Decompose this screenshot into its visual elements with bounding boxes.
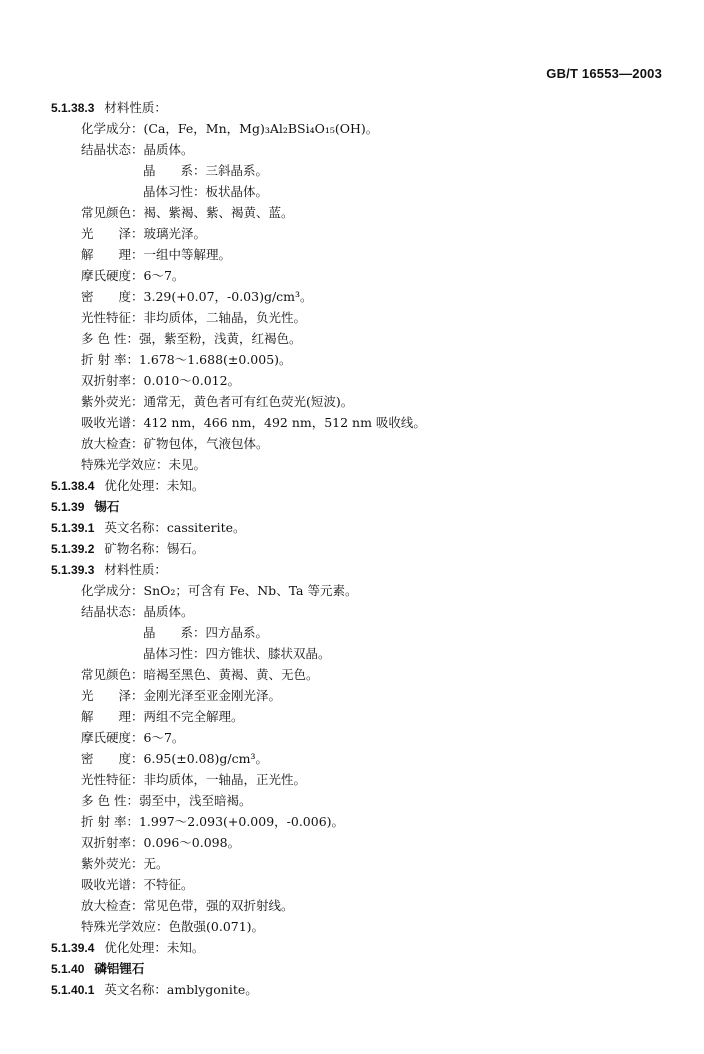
property-value: 常见色带，强的双折射线。 <box>143 898 294 913</box>
property-label: 密 度： <box>81 289 144 304</box>
section-number: 5.1.39.4 <box>51 941 95 955</box>
property-line <box>81 812 344 832</box>
property-line <box>81 581 357 601</box>
section-number: 5.1.39 <box>51 500 85 514</box>
property-line <box>143 623 268 643</box>
property-line <box>81 350 292 370</box>
property-line <box>81 833 240 853</box>
property-label: 光 泽： <box>81 226 144 241</box>
property-label: 吸收光谱： <box>81 415 144 430</box>
property-value: 不特征。 <box>143 877 194 892</box>
property-line <box>81 707 244 727</box>
section-value: cassiterite。 <box>166 520 246 535</box>
property-line <box>81 245 231 265</box>
section-number: 5.1.38.4 <box>51 479 95 493</box>
property-value: 0.096～0.098。 <box>143 835 241 850</box>
property-label: 化学成分： <box>81 121 144 136</box>
standard-code: GB/T 16553—2003 <box>546 66 662 81</box>
section-heading <box>51 560 167 580</box>
property-value: 晶质体。 <box>143 604 194 619</box>
section-heading <box>51 497 119 517</box>
property-line <box>81 770 306 790</box>
property-value: 强，紫至粉，浅黄，红褐色。 <box>138 331 302 346</box>
section-title: 锡石 <box>94 499 120 514</box>
property-value: 色散强(0.071)。 <box>168 919 265 934</box>
property-label: 常见颜色： <box>81 667 144 682</box>
property-label: 折 射 率： <box>81 814 139 829</box>
property-line <box>81 686 281 706</box>
property-line <box>81 434 269 454</box>
property-label: 特殊光学效应： <box>81 919 169 934</box>
property-line <box>143 161 268 181</box>
property-line <box>81 392 353 412</box>
property-value: (Ca，Fe，Mn，Mg)₃Al₂BSi₄O₁₅(OH)。 <box>143 121 379 136</box>
section-heading <box>51 98 167 118</box>
section-number: 5.1.40 <box>51 962 85 976</box>
property-label: 结晶状态： <box>81 604 144 619</box>
section-heading <box>51 938 204 958</box>
property-line <box>81 455 206 475</box>
property-value: 板状晶体。 <box>205 184 269 199</box>
property-line <box>143 644 331 664</box>
section-value: amblygonite。 <box>166 982 258 997</box>
property-value: 3.29(+0.07，-0.03)g/cm³。 <box>143 289 313 304</box>
property-label: 结晶状态： <box>81 142 144 157</box>
property-value: 1.678～1.688(±0.005)。 <box>138 352 292 367</box>
section-value: 锡石。 <box>166 541 205 556</box>
property-label: 解 理： <box>81 709 144 724</box>
property-label: 晶体习性： <box>143 184 206 199</box>
property-label: 化学成分： <box>81 583 144 598</box>
property-value: 四方锥状、膝状双晶。 <box>205 646 331 661</box>
section-number: 5.1.38.3 <box>51 101 95 115</box>
property-value: 0.010～0.012。 <box>143 373 241 388</box>
property-value: SnO₂；可含有 Fe、Nb、Ta 等元素。 <box>143 583 358 598</box>
section-title: 英文名称： <box>104 982 167 997</box>
property-value: 褐、紫褐、紫、褐黄、蓝。 <box>143 205 294 220</box>
property-line <box>81 203 294 223</box>
property-line <box>81 371 240 391</box>
property-value: 三斜晶系。 <box>205 163 269 178</box>
property-line <box>81 119 378 139</box>
property-label: 放大检查： <box>81 436 144 451</box>
section-title: 英文名称： <box>104 520 167 535</box>
property-line <box>81 224 206 244</box>
property-label: 双折射率： <box>81 835 144 850</box>
property-label: 晶体习性： <box>143 646 206 661</box>
property-line <box>81 875 194 895</box>
property-value: 6～7。 <box>143 730 185 745</box>
section-number: 5.1.39.3 <box>51 563 95 577</box>
property-label: 特殊光学效应： <box>81 457 169 472</box>
property-label: 光 泽： <box>81 688 144 703</box>
section-heading <box>51 980 258 1000</box>
property-line <box>81 749 268 769</box>
property-label: 密 度： <box>81 751 144 766</box>
property-line <box>81 896 294 916</box>
property-line <box>81 917 264 937</box>
section-value: 未知。 <box>166 478 205 493</box>
property-label: 解 理： <box>81 247 144 262</box>
section-number: 5.1.39.1 <box>51 521 95 535</box>
property-line <box>81 413 426 433</box>
property-value: 一组中等解理。 <box>143 247 232 262</box>
property-line <box>81 665 319 685</box>
section-title: 材料性质： <box>104 562 167 577</box>
section-heading <box>51 539 204 559</box>
section-number: 5.1.40.1 <box>51 983 95 997</box>
property-label: 摩氏硬度： <box>81 268 144 283</box>
property-value: 无。 <box>143 856 169 871</box>
property-label: 吸收光谱： <box>81 877 144 892</box>
property-line <box>81 329 301 349</box>
property-line <box>81 287 313 307</box>
section-value: 未知。 <box>166 940 205 955</box>
property-line <box>81 266 184 286</box>
property-label: 光性特征： <box>81 772 144 787</box>
property-value: 通常无，黄色者可有红色荧光(短波)。 <box>143 394 354 409</box>
property-line <box>81 308 306 328</box>
property-line <box>143 182 268 202</box>
property-label: 折 射 率： <box>81 352 139 367</box>
property-label: 晶 系： <box>143 163 206 178</box>
section-title: 矿物名称： <box>104 541 167 556</box>
property-value: 6～7。 <box>143 268 185 283</box>
property-label: 常见颜色： <box>81 205 144 220</box>
property-label: 紫外荧光： <box>81 856 144 871</box>
property-value: 未见。 <box>168 457 207 472</box>
property-value: 矿物包体，气液包体。 <box>143 436 269 451</box>
section-title: 优化处理： <box>104 940 167 955</box>
property-value: 6.95(±0.08)g/cm³。 <box>143 751 268 766</box>
property-label: 光性特征： <box>81 310 144 325</box>
property-label: 摩氏硬度： <box>81 730 144 745</box>
property-value: 暗褐至黑色、黄褐、黄、无色。 <box>143 667 319 682</box>
property-line <box>81 140 194 160</box>
section-title: 材料性质： <box>104 100 167 115</box>
property-label: 多 色 性： <box>81 793 139 808</box>
section-number: 5.1.39.2 <box>51 542 95 556</box>
property-label: 双折射率： <box>81 373 144 388</box>
section-heading <box>51 518 246 538</box>
property-line <box>81 791 251 811</box>
property-value: 玻璃光泽。 <box>143 226 207 241</box>
section-heading <box>51 959 144 979</box>
property-label: 晶 系： <box>143 625 206 640</box>
section-title: 磷铝锂石 <box>94 961 145 976</box>
section-title: 优化处理： <box>104 478 167 493</box>
property-line <box>81 728 184 748</box>
property-line <box>81 602 194 622</box>
property-label: 放大检查： <box>81 898 144 913</box>
property-value: 弱至中，浅至暗褐。 <box>138 793 252 808</box>
property-label: 多 色 性： <box>81 331 139 346</box>
section-heading <box>51 476 204 496</box>
property-value: 412 nm，466 nm，492 nm，512 nm 吸收线。 <box>143 415 426 430</box>
property-value: 两组不完全解理。 <box>143 709 244 724</box>
property-value: 非均质体，二轴晶，负光性。 <box>143 310 307 325</box>
property-line <box>81 854 169 874</box>
property-label: 紫外荧光： <box>81 394 144 409</box>
property-value: 金刚光泽至亚金刚光泽。 <box>143 688 282 703</box>
property-value: 非均质体，一轴晶，正光性。 <box>143 772 307 787</box>
property-value: 四方晶系。 <box>205 625 269 640</box>
property-value: 1.997～2.093(+0.009，-0.006)。 <box>138 814 345 829</box>
property-value: 晶质体。 <box>143 142 194 157</box>
